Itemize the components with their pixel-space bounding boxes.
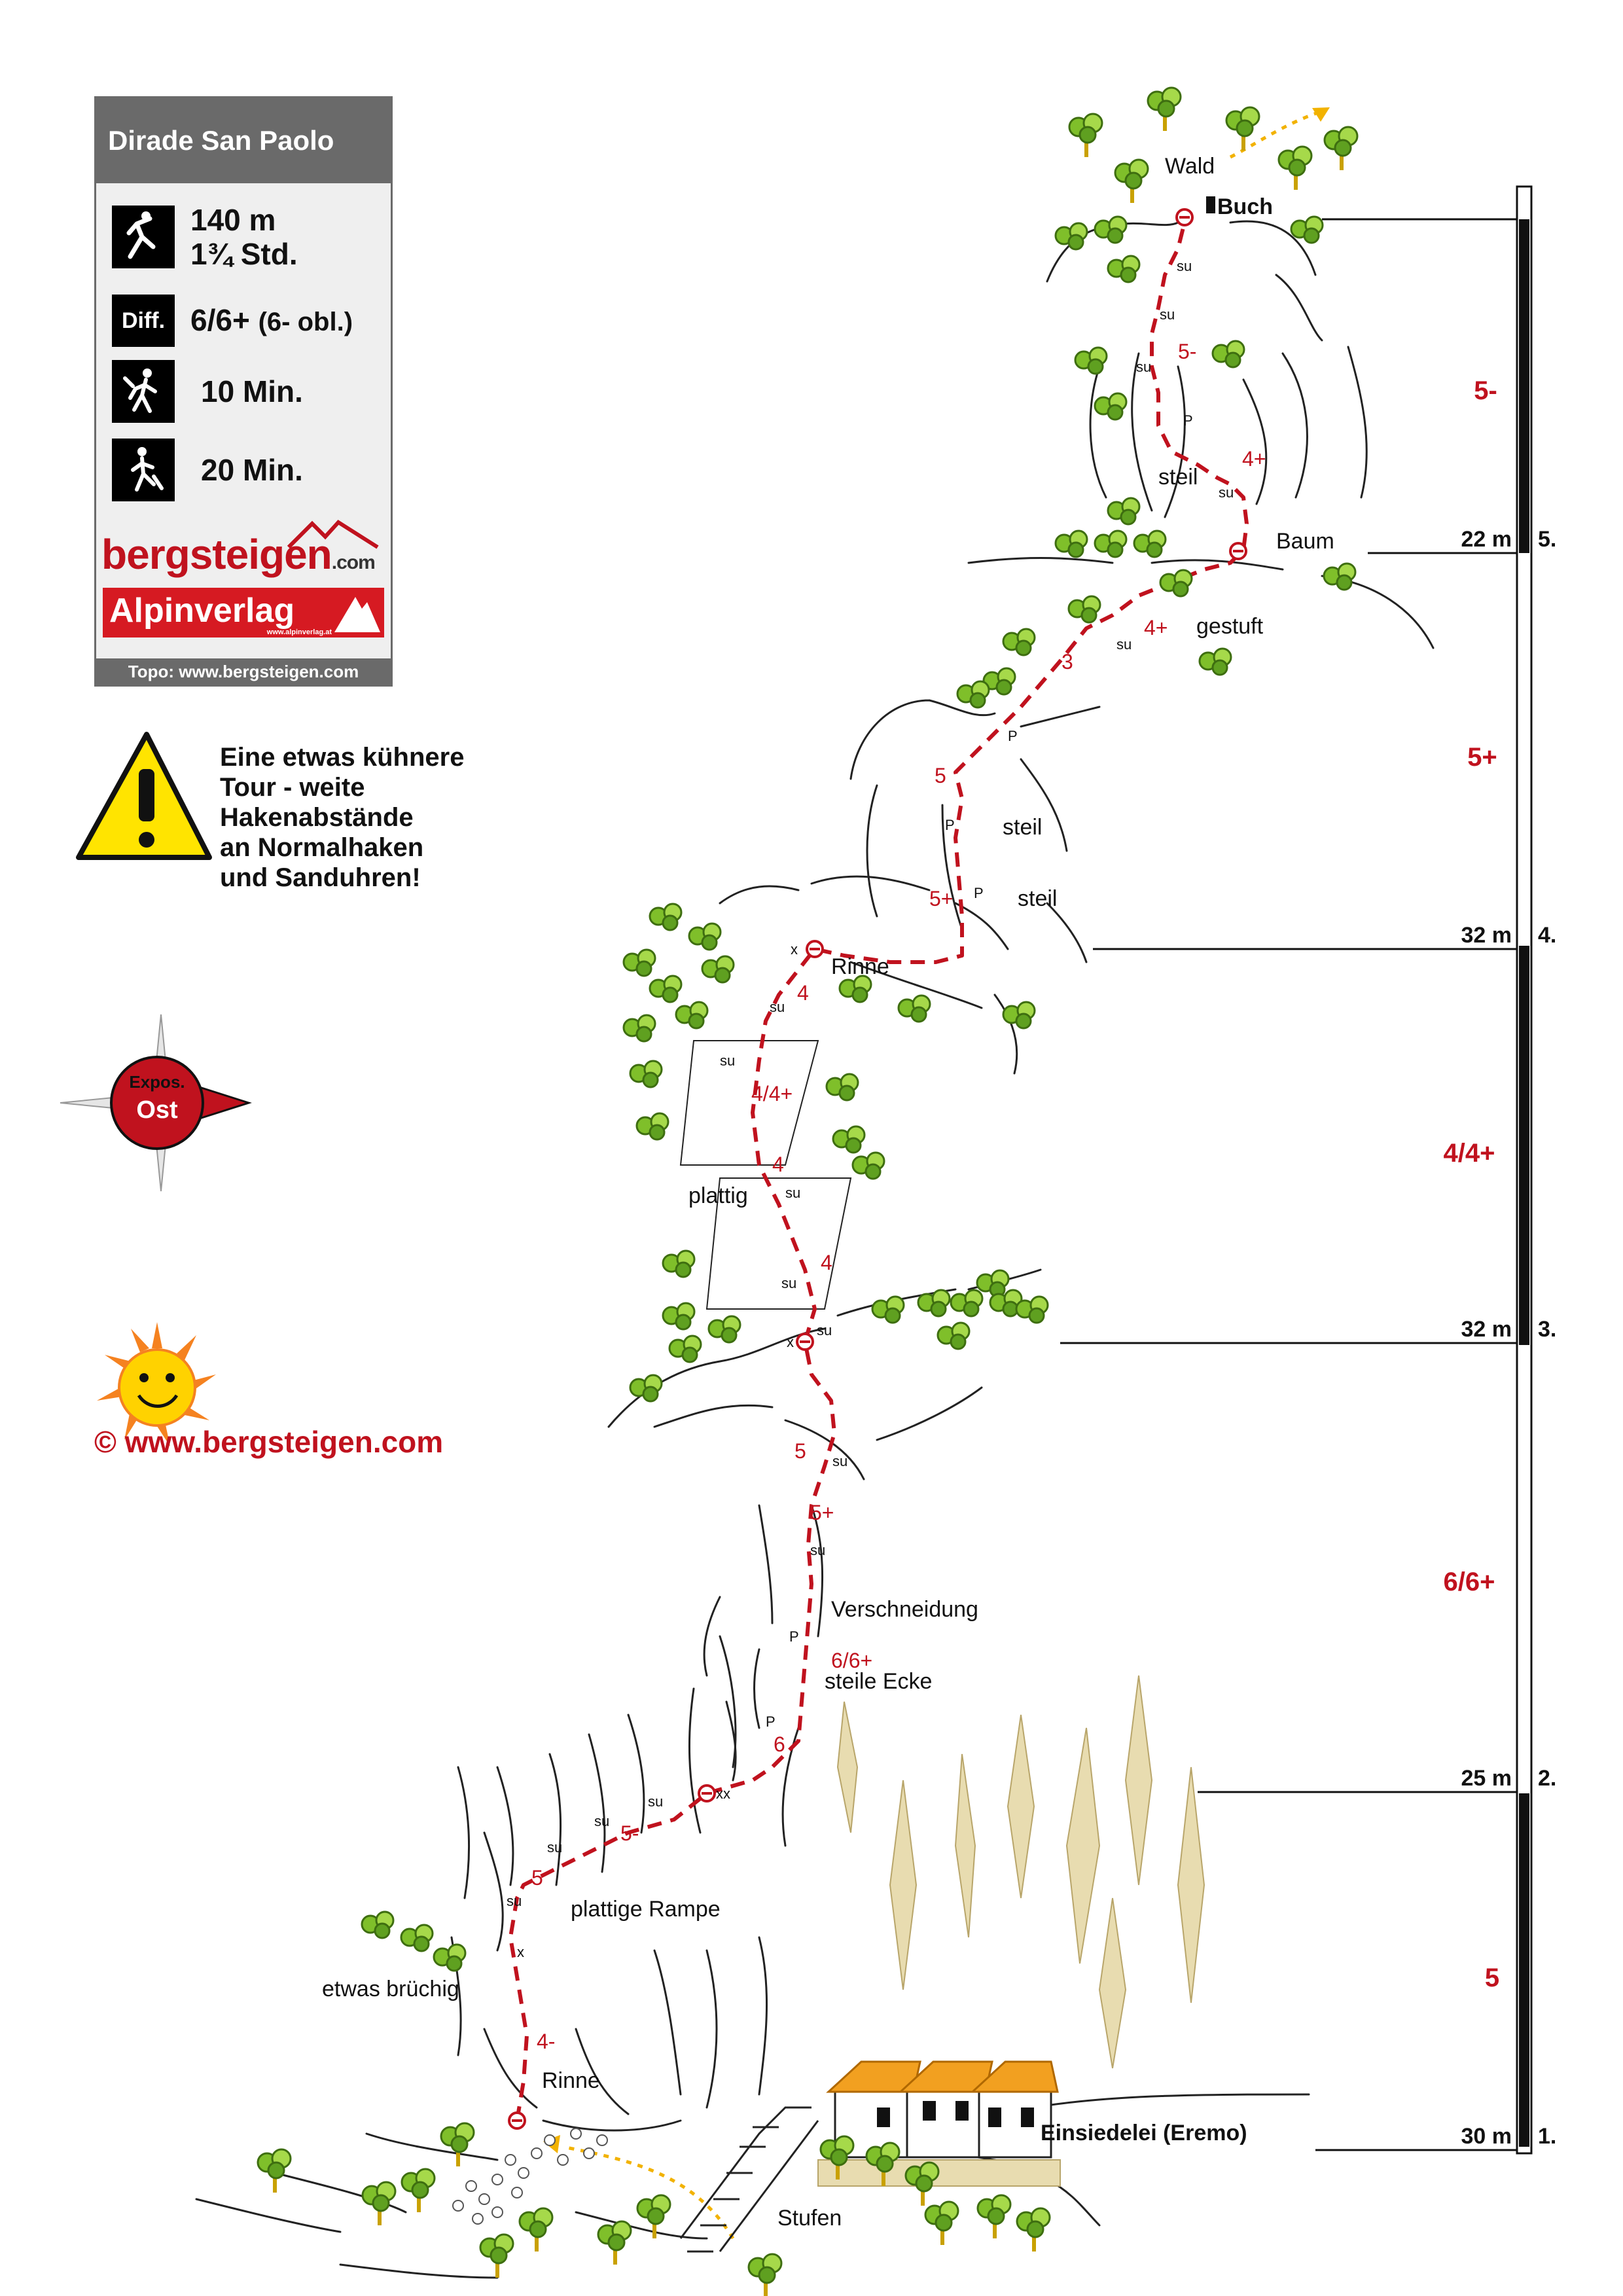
pitch-2-number: 2. — [1538, 1766, 1557, 1791]
svg-text:x: x — [787, 1334, 794, 1350]
difficulty-main: 6/6+ — [190, 302, 250, 337]
warning-line-1: Eine etwas kühnere — [220, 743, 465, 772]
svg-text:5: 5 — [531, 1866, 543, 1890]
svg-text:3: 3 — [1061, 650, 1073, 673]
warning-text — [220, 742, 586, 893]
label-steile-ecke: steile Ecke — [825, 1669, 933, 1694]
svg-text:5: 5 — [794, 1439, 806, 1463]
svg-text:P: P — [766, 1713, 776, 1730]
svg-text:5-: 5- — [620, 1821, 639, 1845]
route-time: 1¾ Std. — [190, 237, 298, 271]
warning-line-5: und Sanduhren! — [220, 863, 421, 892]
pitch-5-length: 22 m — [1461, 527, 1512, 552]
svg-text:4-: 4- — [537, 2030, 556, 2053]
pitch-3-length: 32 m — [1461, 1317, 1512, 1342]
descent-hiker-icon — [112, 439, 175, 501]
label-stufen: Stufen — [777, 2206, 842, 2231]
pitch-2-length: 25 m — [1461, 1766, 1512, 1791]
svg-text:su: su — [594, 1813, 610, 1829]
warning-icon — [79, 734, 209, 857]
svg-text:5: 5 — [935, 764, 946, 787]
pitch-3-grade: 4/4+ — [1443, 1139, 1495, 1168]
mountain-logo-icon — [286, 517, 384, 550]
difficulty-note: (6- obl.) — [258, 307, 353, 336]
stat-difficulty — [112, 295, 353, 347]
pitch-2-grade: 6/6+ — [1443, 1568, 1495, 1596]
svg-text:x: x — [791, 941, 798, 958]
svg-text:su: su — [810, 1542, 826, 1558]
svg-text:su: su — [817, 1322, 832, 1338]
bergsteigen-logo-suffix: .com — [331, 552, 375, 573]
label-plattig: plattig — [688, 1183, 748, 1208]
descent-time: 20 Min. — [201, 453, 303, 487]
svg-text:4+: 4+ — [1242, 447, 1266, 471]
svg-text:xx: xx — [716, 1785, 730, 1802]
svg-text:P: P — [1183, 412, 1193, 429]
svg-text:su: su — [1116, 636, 1132, 653]
warning-line-4: an Normalhaken — [220, 833, 424, 862]
route-title: Dirade San Paolo — [96, 98, 391, 183]
difficulty-icon: Diff. — [112, 295, 175, 347]
svg-text:su: su — [507, 1893, 522, 1909]
svg-text:6: 6 — [774, 1732, 785, 1756]
svg-text:su: su — [770, 999, 785, 1015]
label-wald: Wald — [1165, 154, 1215, 179]
label-steil-top: steil — [1158, 465, 1198, 490]
pitch-5-grade: 5- — [1474, 376, 1497, 405]
label-etwas-bruechig: etwas brüchig — [322, 1977, 459, 2001]
svg-text:4: 4 — [821, 1251, 832, 1274]
svg-text:su: su — [832, 1453, 848, 1469]
label-einsiedelei: Einsiedelei (Eremo) — [1041, 2121, 1247, 2145]
svg-text:4: 4 — [772, 1153, 784, 1176]
svg-text:P: P — [789, 1628, 799, 1645]
copyright: © www.bergsteigen.com — [94, 1425, 444, 1459]
svg-text:4+: 4+ — [1144, 616, 1168, 639]
svg-text:P: P — [974, 885, 984, 901]
svg-text:su: su — [785, 1185, 801, 1201]
pitch-1-length: 30 m — [1461, 2124, 1512, 2149]
pitch-bar — [1517, 187, 1531, 2153]
label-verschneidung: Verschneidung — [831, 1597, 978, 1622]
eremo-building — [818, 2062, 1060, 2186]
svg-text:5+: 5+ — [929, 887, 954, 910]
pitch-4-grade: 5+ — [1467, 743, 1497, 772]
climber-icon — [112, 206, 175, 268]
label-gestuft: gestuft — [1196, 614, 1264, 639]
svg-text:P: P — [945, 817, 955, 833]
svg-text:su: su — [547, 1839, 563, 1856]
svg-text:su: su — [781, 1275, 797, 1291]
svg-text:P: P — [1008, 728, 1018, 744]
svg-text:x: x — [517, 1944, 524, 1960]
warning-line-2: Tour - weite — [220, 773, 365, 802]
svg-text:su: su — [1177, 258, 1192, 274]
svg-text:6/6+: 6/6+ — [831, 1649, 873, 1672]
compass-label-top: Expos. — [129, 1072, 185, 1092]
buch-marker — [1206, 196, 1215, 213]
svg-text:5+: 5+ — [810, 1501, 834, 1524]
label-plattige-rampe: plattige Rampe — [571, 1897, 721, 1922]
pitch-4-number: 4. — [1538, 923, 1557, 948]
label-baum: Baum — [1276, 529, 1334, 554]
route-grades — [531, 340, 1266, 2053]
compass-label-main: Ost — [136, 1096, 178, 1124]
svg-text:su: su — [1160, 306, 1175, 323]
label-rinne-bottom: Rinne — [542, 2068, 600, 2093]
route-length: 140 m — [190, 203, 276, 237]
svg-text:su: su — [720, 1052, 736, 1069]
stat-approach — [112, 360, 303, 423]
svg-text:su: su — [1136, 359, 1152, 375]
pitch-3-number: 3. — [1538, 1317, 1557, 1342]
scree — [453, 2128, 607, 2224]
alpinverlag-logo — [103, 588, 384, 637]
svg-text:4: 4 — [797, 981, 809, 1005]
pitch-5-number: 5. — [1538, 527, 1557, 552]
svg-text:4/4+: 4/4+ — [751, 1082, 793, 1105]
approach-hiker-icon — [112, 360, 175, 423]
info-footer: Topo: www.bergsteigen.com — [96, 658, 391, 685]
label-steil-2: steil — [1018, 886, 1058, 911]
label-rinne-top: Rinne — [831, 954, 889, 979]
info-panel — [94, 96, 393, 687]
stat-descent — [112, 439, 303, 501]
label-steil-1: steil — [1003, 815, 1043, 840]
bergsteigen-logo-text: bergsteigen — [101, 531, 332, 578]
approach-time: 10 Min. — [201, 374, 303, 408]
svg-text:su: su — [1219, 484, 1234, 501]
alpinverlag-mountain-icon — [333, 592, 382, 634]
warning-line-3: Hakenabstände — [220, 803, 414, 832]
pitch-4-length: 32 m — [1461, 923, 1512, 948]
alpinverlag-url: www.alpinverlag.at — [266, 628, 332, 636]
stat-length-time — [112, 203, 298, 271]
label-buch: Buch — [1217, 194, 1273, 219]
alpinverlag-logo-text: Alpinverlag — [109, 592, 295, 630]
pitch-1-grade: 5 — [1484, 1964, 1500, 1992]
svg-text:su: su — [648, 1793, 664, 1810]
rock-shading — [838, 1676, 1204, 2068]
pitch-1-number: 1. — [1538, 2124, 1557, 2149]
svg-text:5-: 5- — [1178, 340, 1197, 363]
